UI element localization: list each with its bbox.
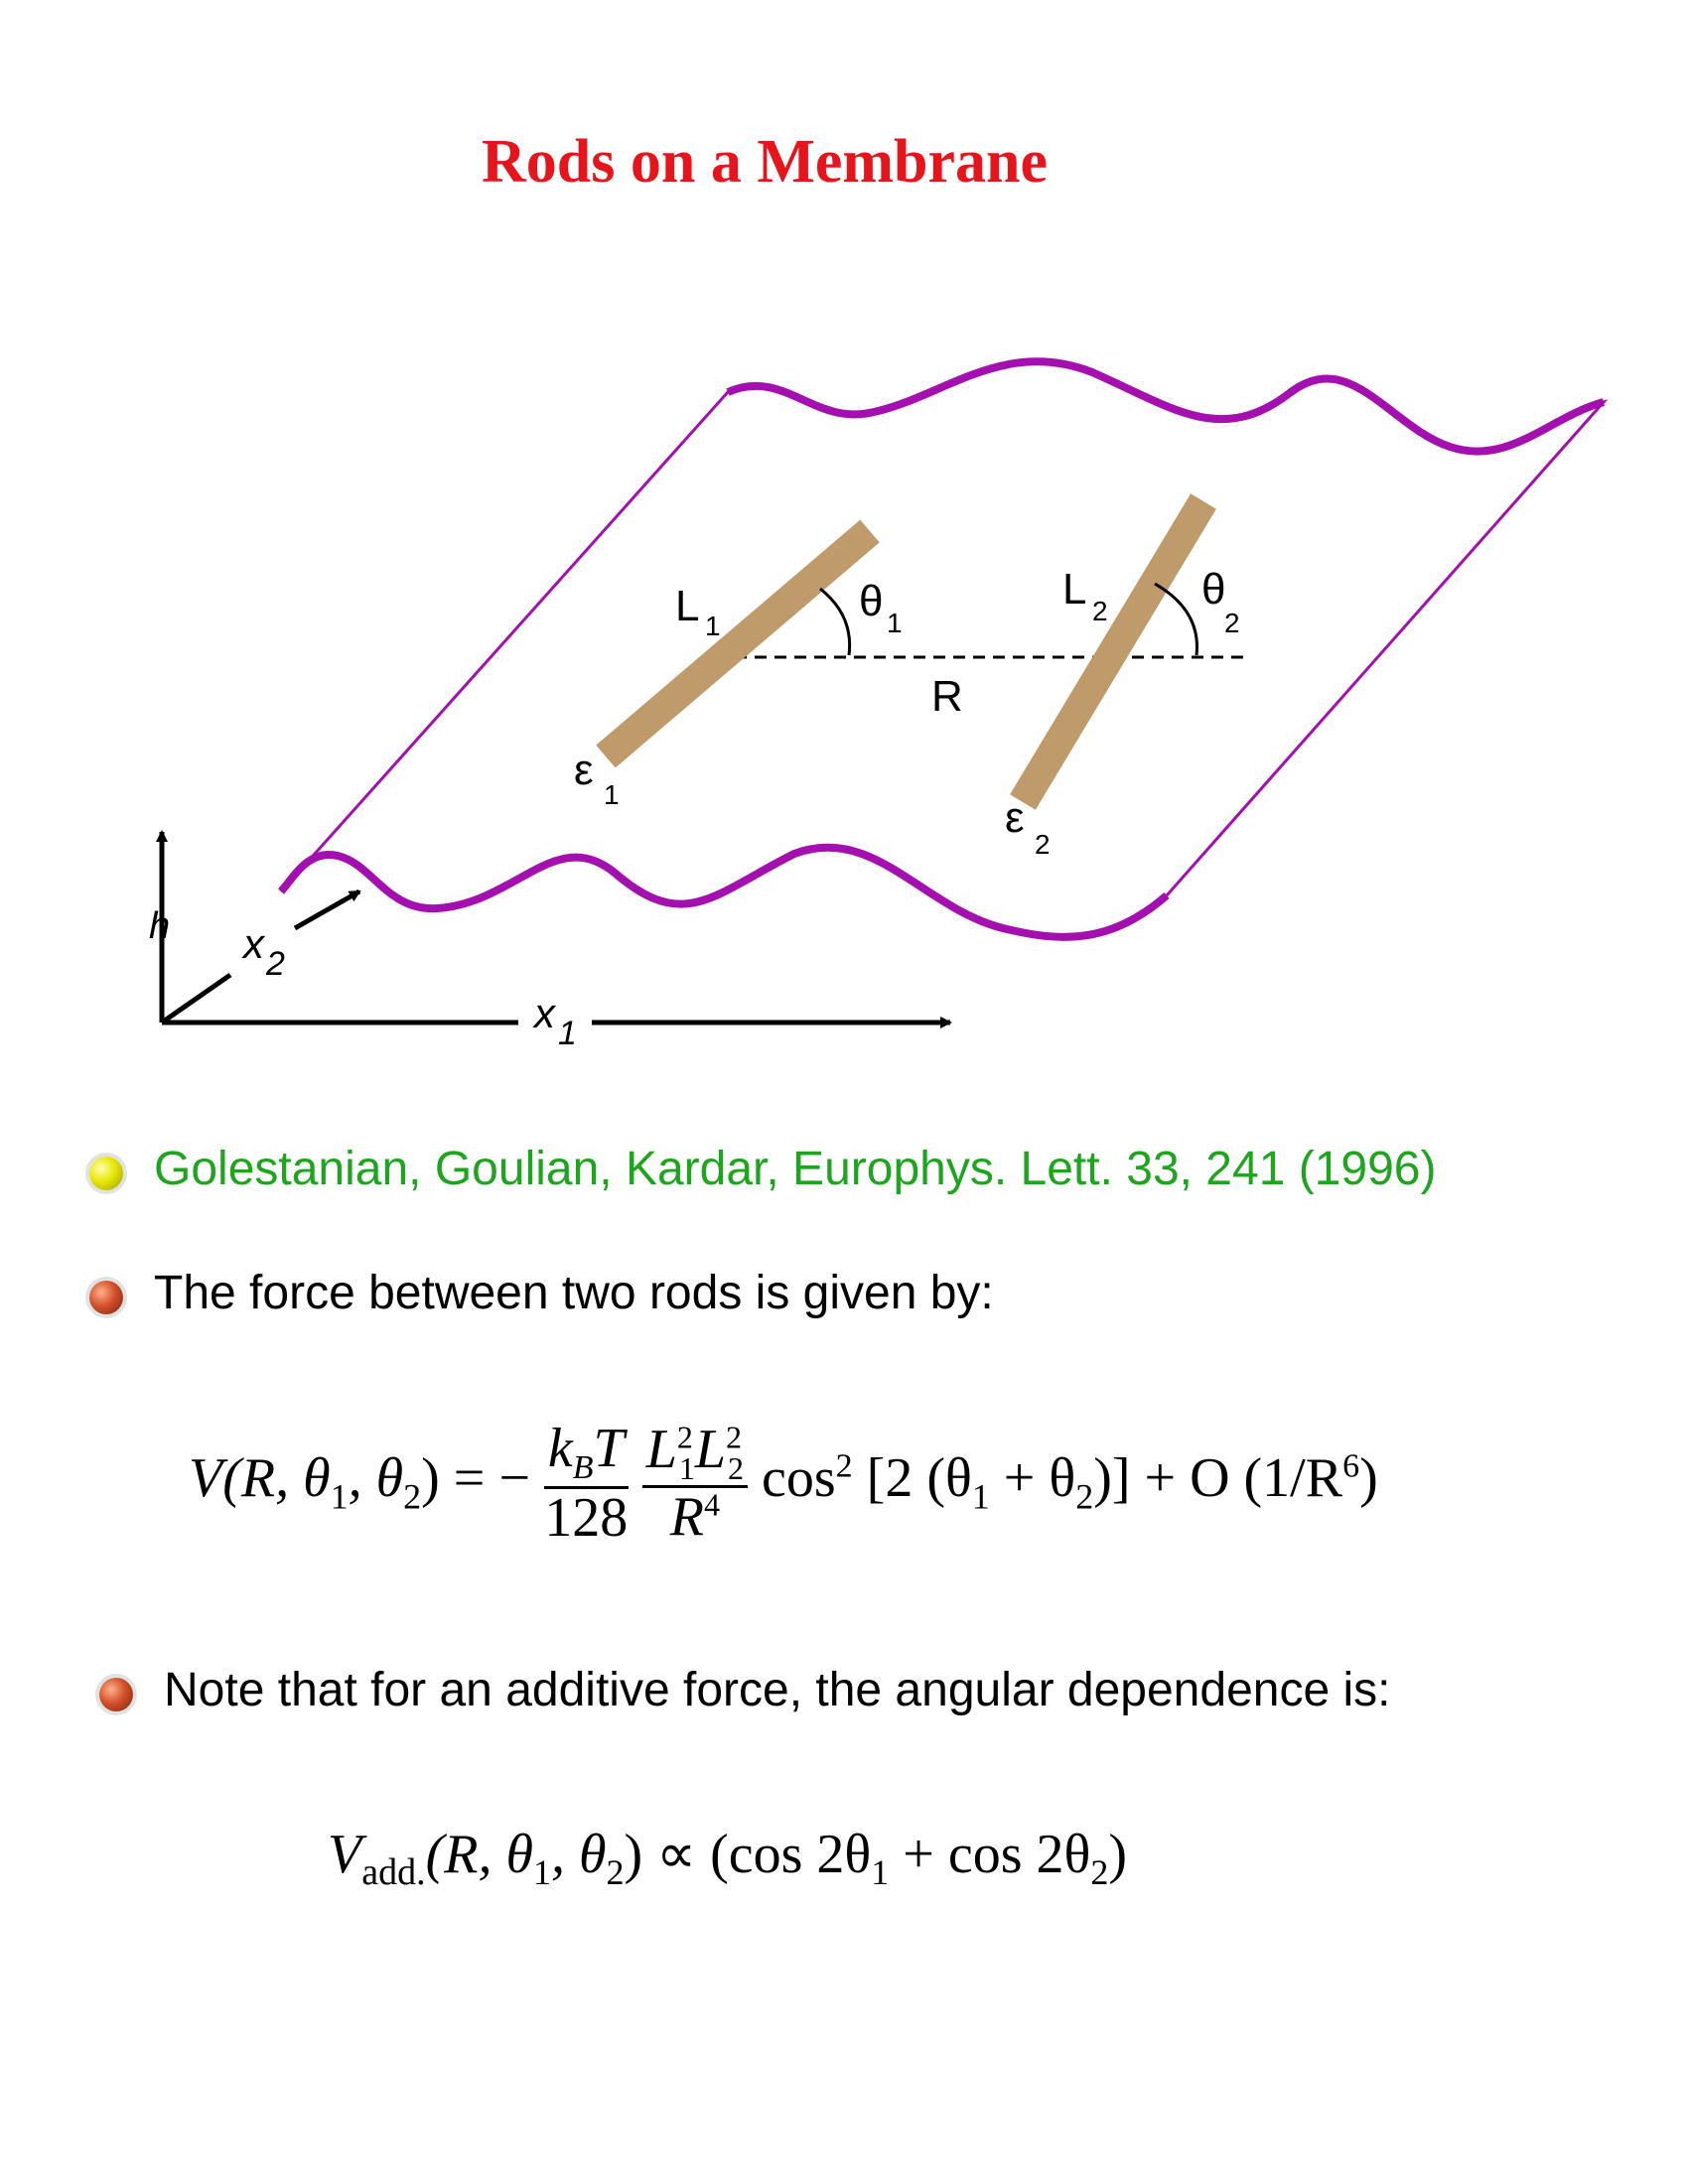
axis-h-label: h (149, 905, 171, 947)
page-title: Rods on a Membrane (481, 128, 1049, 196)
rod-1-angle-sub: 1 (887, 608, 903, 638)
eq1-f1-den: 128 (544, 1486, 629, 1549)
eq2-c-sub1: 1 (871, 1852, 890, 1893)
eq1-f1-num-sub: B (572, 1449, 594, 1487)
eq1-f2-num-b-sup: 2 (726, 1418, 743, 1454)
angle-arc-1 (820, 589, 850, 655)
rod-2-length-label: L (1062, 565, 1087, 614)
eq1-o-end: ) (1359, 1447, 1378, 1510)
rod-2-length-sub: 2 (1092, 596, 1108, 626)
eq2-a-sub1: 1 (532, 1852, 551, 1893)
axis-x2-label: x (243, 920, 264, 967)
bullet-text-additive: Note that for an additive force, the angular dependence is: (164, 1664, 1391, 1716)
rod-1-end-label: ε (574, 746, 594, 794)
reference-text: Golestanian, Goulian, Kardar, Europhys. Lett. 33, 241 (1996) (154, 1143, 1437, 1195)
eq1-lhs-sub2: 2 (403, 1476, 422, 1517)
rod-2-angle-sub: 2 (1224, 608, 1240, 638)
rod-1-length-sub: 1 (705, 611, 721, 641)
eq2-c-sub2: 2 (1090, 1852, 1109, 1893)
rod-1-angle-label: θ (859, 577, 884, 625)
membrane-back-edge (728, 361, 1604, 451)
eq1-f2-den: R (669, 1486, 704, 1549)
eq1-lhs: V(R, θ (189, 1447, 331, 1510)
force-equation (189, 1420, 1378, 1548)
eq2-args: (R, θ (425, 1824, 533, 1885)
rod-2 (1023, 501, 1203, 802)
red-ball-icon (99, 1678, 133, 1711)
eq1-f2-num-a: L (645, 1418, 677, 1480)
eq2-a-mid: , θ (550, 1824, 607, 1885)
rod-2-end-sub: 2 (1035, 829, 1051, 860)
eq1-f2-num-b: L (694, 1418, 727, 1480)
axis-x2-upper (295, 891, 359, 928)
axis-x1-label: x (534, 990, 555, 1036)
membrane-outline (281, 361, 1604, 937)
eq1-bracket: [2 (θ (866, 1447, 972, 1510)
membrane-front-edge (281, 848, 1167, 937)
rod-2-end-label: ε (1005, 793, 1025, 842)
eq1-f1-num-end: T (593, 1418, 625, 1479)
rod-1-end-sub: 1 (604, 779, 620, 810)
eq2-c-end: ) (1108, 1824, 1127, 1885)
axis-x2-sub: 2 (266, 945, 285, 983)
eq1-f1-num: k (547, 1418, 573, 1479)
bullet-text-force: The force between two rods is given by: (154, 1267, 994, 1319)
eq1-b-mid: + θ (989, 1447, 1076, 1510)
rod-1 (606, 531, 870, 756)
eq2-v: V (328, 1824, 362, 1885)
axis-x1-sub: 1 (558, 1015, 577, 1052)
eq2-a-end: ) ∝ (cos 2θ (624, 1824, 872, 1885)
red-ball-icon (89, 1281, 123, 1314)
eq1-f2-den-sup: 4 (703, 1486, 720, 1523)
separation-label: R (931, 672, 963, 721)
rod-1-length-label: L (675, 582, 700, 630)
additive-equation (328, 1822, 1127, 1894)
eq1-f2-num-a-sub: 1 (678, 1449, 695, 1486)
eq1-lhs-mid: , θ (348, 1447, 404, 1510)
eq1-lhs-end: ) = − (421, 1447, 530, 1510)
axis-x2-lower (162, 975, 230, 1023)
eq1-fraction-1 (544, 1420, 629, 1548)
eq1-b-sub2: 2 (1075, 1476, 1094, 1517)
eq1-lhs-sub1: 1 (330, 1476, 349, 1517)
eq1-b-end: )] + O (1/R (1093, 1447, 1343, 1510)
eq2-c-mid: + cos 2θ (889, 1824, 1091, 1885)
rod-2-angle-label: θ (1201, 565, 1226, 614)
eq1-cos: cos (762, 1447, 836, 1510)
yellow-ball-icon (89, 1157, 123, 1190)
eq1-o-sup: 6 (1342, 1447, 1360, 1485)
eq1-f2-num-b-sub: 2 (728, 1449, 745, 1486)
eq1-f2-num-a-sup: 2 (676, 1418, 693, 1454)
eq1-b-sub1: 1 (971, 1476, 990, 1517)
eq1-cos-sup: 2 (835, 1447, 853, 1485)
eq1-fraction-2 (642, 1418, 748, 1549)
eq2-v-sub: add. (361, 1851, 426, 1894)
eq2-a-sub2: 2 (606, 1852, 625, 1893)
